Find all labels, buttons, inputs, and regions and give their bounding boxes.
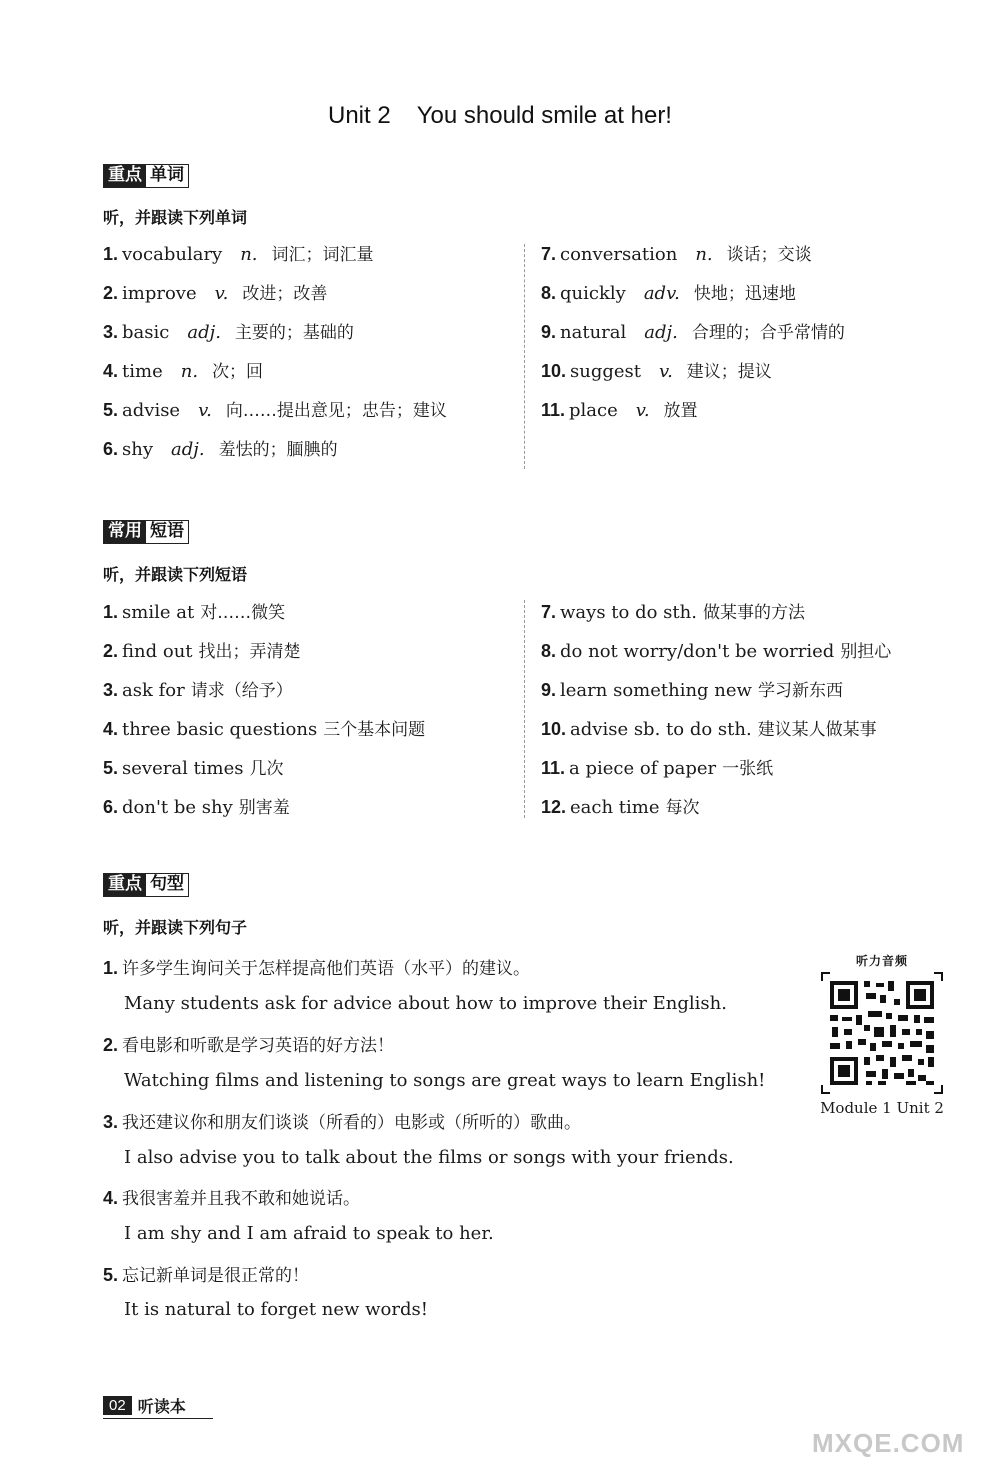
book-label: 听读本 <box>137 1397 186 1416</box>
word-item: 10. suggest v. 建议；提议 <box>541 361 772 382</box>
phrase-item: 5. several times 几次 <box>103 758 284 779</box>
phrase-item: 8. do not worry/don't be worried 别担心 <box>541 641 892 662</box>
phrase-item: 1. smile at 对……微笑 <box>103 602 286 623</box>
phrase-item: 2. find out 找出；弄清楚 <box>103 641 301 662</box>
qr-code-block[interactable] <box>818 952 946 1117</box>
word-item: 3. basic adj. 主要的；基础的 <box>103 322 354 343</box>
phrase-item: 7. ways to do sth. 做某事的方法 <box>541 602 805 623</box>
page-title <box>0 102 1000 130</box>
word-item: 8. quickly adv. 快地；迅速地 <box>541 283 796 304</box>
column-divider <box>524 244 525 469</box>
footer-rule <box>103 1418 213 1419</box>
phrase-item: 4. three basic questions 三个基本问题 <box>103 719 426 740</box>
sentence-cn: 4. 我很害羞并且我不敢和她说话。 <box>103 1188 361 1209</box>
sentence-cn: 5. 忘记新单词是很正常的！ <box>103 1265 310 1286</box>
phrase-item: 12. each time 每次 <box>541 797 700 818</box>
phrases-instruction: 听，并跟读下列短语 <box>103 565 248 584</box>
word-item: 6. shy adj. 羞怯的；腼腆的 <box>103 439 338 460</box>
word-item: 11. place v. 放置 <box>541 400 698 421</box>
word-item: 1. vocabulary n. 词汇；词汇量 <box>103 244 374 265</box>
qr-top-label: 听力音频 <box>855 954 908 968</box>
phrases-left-column <box>103 598 425 832</box>
phrase-item: 11. a piece of paper 一张纸 <box>541 758 774 779</box>
column-divider <box>524 600 525 818</box>
word-item: 9. natural adj. 合理的；合乎常情的 <box>541 322 845 343</box>
word-item: 7. conversation n. 谈话；交谈 <box>541 244 812 265</box>
unit-title-text: You should smile at her! <box>416 102 672 129</box>
sentence-en: Many students ask for advice about how to improve their English. <box>124 993 727 1014</box>
word-item: 2. improve v. 改进；改善 <box>103 283 328 304</box>
badge-dark-label: 重点 <box>104 165 146 187</box>
section-badge-sentences <box>103 873 189 897</box>
badge-light-label: 句型 <box>146 874 188 896</box>
phrase-item: 10. advise sb. to do sth. 建议某人做某事 <box>541 719 877 740</box>
sentence-en: It is natural to forget new words! <box>124 1299 428 1320</box>
page-footer <box>103 1394 186 1417</box>
qr-code-icon[interactable] <box>820 971 944 1095</box>
sentence-cn: 2. 看电影和听歌是学习英语的好方法！ <box>103 1035 395 1056</box>
badge-dark-label: 常用 <box>104 521 146 543</box>
phrases-right-column <box>541 598 891 832</box>
words-instruction: 听，并跟读下列单词 <box>103 208 248 227</box>
phrase-item: 3. ask for 请求（给予） <box>103 680 293 701</box>
badge-light-label: 短语 <box>146 521 188 543</box>
badge-light-label: 单词 <box>146 165 188 187</box>
page-number: 02 <box>103 1396 132 1415</box>
phrase-item: 9. learn something new 学习新东西 <box>541 680 843 701</box>
words-right-column <box>541 240 845 435</box>
word-item: 4. time n. 次；回 <box>103 361 264 382</box>
sentences-instruction: 听，并跟读下列句子 <box>103 918 248 937</box>
unit-number: Unit 2 <box>328 102 391 129</box>
watermark: MXQE.COM <box>812 1428 965 1458</box>
sentence-cn: 1. 许多学生询问关于怎样提高他们英语（水平）的建议。 <box>103 958 531 979</box>
sentence-en: I also advise you to talk about the films or songs with your friends. <box>124 1147 734 1168</box>
word-item: 5. advise v. 向……提出意见；忠告；建议 <box>103 400 447 421</box>
section-badge-phrases <box>103 520 189 544</box>
section-badge-words <box>103 164 189 188</box>
badge-dark-label: 重点 <box>104 874 146 896</box>
qr-bottom-label: Module 1 Unit 2 <box>820 1099 944 1117</box>
sentence-en: Watching films and listening to songs are great ways to learn English! <box>124 1070 766 1091</box>
words-left-column <box>103 240 447 474</box>
sentence-en: I am shy and I am afraid to speak to her. <box>124 1223 494 1244</box>
phrase-item: 6. don't be shy 别害羞 <box>103 797 290 818</box>
sentence-cn: 3. 我还建议你和朋友们谈谈（所看的）电影或（所听的）歌曲。 <box>103 1112 582 1133</box>
